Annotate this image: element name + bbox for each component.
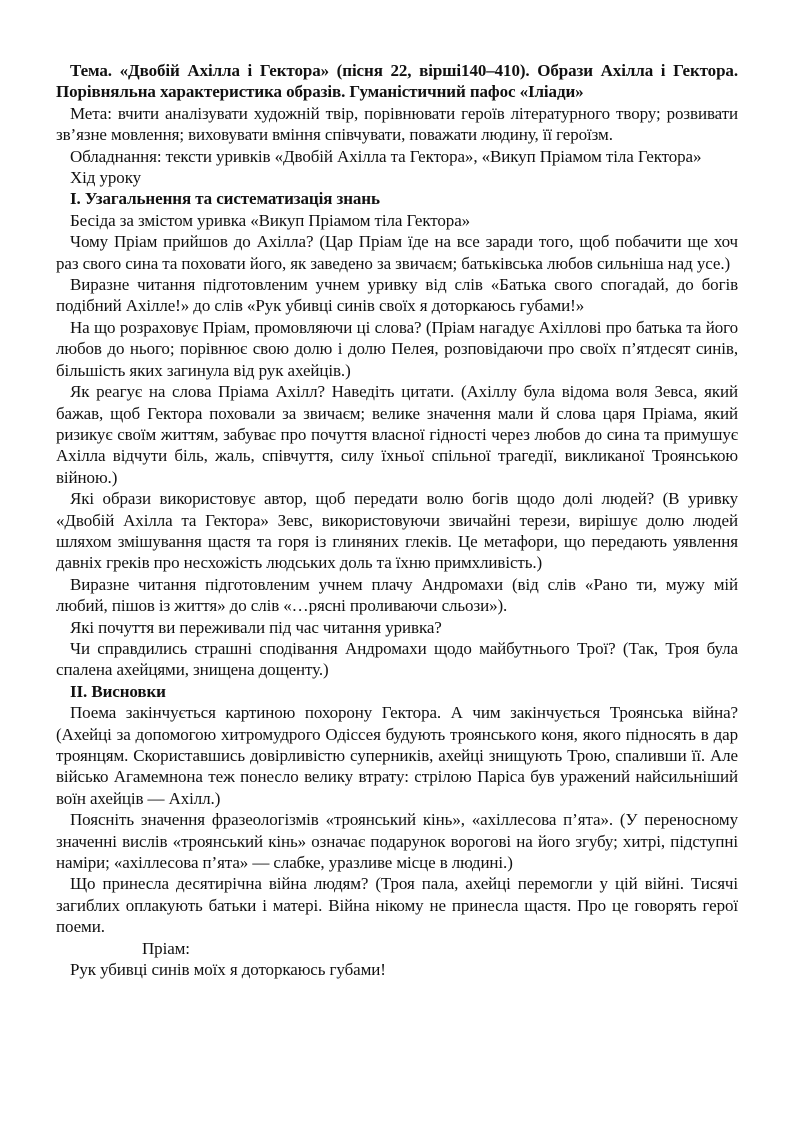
quote-line: Рук убивці синів моїх я доторкаюсь губами! bbox=[70, 960, 386, 980]
section-heading-generalization: І. Узагальнення та систематизація знань bbox=[70, 189, 380, 209]
lesson-equipment-paragraph: Обладнання: тексти уривків «Двобій Ахілла та Гектора», «Викуп Пріамом тіла Гектора» bbox=[70, 146, 702, 166]
lesson-topic-heading: Тема. «Двобій Ахілла і Гектора» (пісня 22, вірші140–410). Образи Ахілла і Гектора. Порівняльна характеристика образів. Гуманістичний пафос «Іліади» bbox=[56, 61, 738, 102]
question-paragraph: На що розраховує Пріам, промовляючи ці слова? (Пріам нагадує Ахіллові про батька та його любов до нього; порівнює свою долю і долю Пелея, розповідаючи про своїх п’ятдесят синів, більшість яких загинула від рук ахейців.) bbox=[56, 317, 738, 380]
question-paragraph: Чи справдились страшні сподівання Андромахи щодо майбутнього Трої? (Так, Троя була спалена ахейцями, знищена дощенту.) bbox=[56, 638, 738, 680]
section-heading-conclusions: ІІ. Висновки bbox=[70, 681, 166, 701]
speaker-label: Пріам: bbox=[142, 938, 190, 958]
question-paragraph: Чому Пріам прийшов до Ахілла? (Цар Пріам їде на все заради того, щоб побачити ще хоч раз свого сина та поховати його, як заведено за звичаєм; батьківська любов сильніша над усе.) bbox=[56, 232, 738, 273]
question-paragraph: Які образи використовує автор, щоб передати волю богів щодо долі людей? (В уривку «Двобій Ахілла та Гектора» Зевс, використовуючи звичайні терези, вирішує долю людей шляхом змішування щастя та горя із глиняних глеків. Це метафори, що передають уявлення давніх греків про несхожість людських доль та їхню примхливість.) bbox=[56, 489, 738, 573]
conclusion-paragraph: Поясніть значення фразеологізмів «троянський кінь», «ахіллесова п’ята». (У переносному значенні вислів «троянський кінь» означає подарунок ворогові на його згубу; хитрі, підступні наміри; «ахіллесова п’ята» — слабке, уразливе місце в людині.) bbox=[56, 810, 738, 873]
lesson-goal-paragraph: Мета: вчити аналізувати художній твір, порівнювати героїв літературного твору; розвивати зв’язне мовлення; виховувати вміння співчувати, поважати людину, її героїзм. bbox=[56, 103, 738, 145]
reading-task-paragraph: Виразне читання підготовленим учнем уривку від слів «Батька свого спогадай, до богів подібний Ахілле!» до слів «Рук убивці синів своїх я доторкаюсь губами!» bbox=[56, 275, 738, 316]
lesson-progress-label: Хід уроку bbox=[70, 168, 142, 188]
conclusion-paragraph: Поема закінчується картиною похорону Гектора. А чим закінчується Троянська війна? (Ахейці за допомогою хитромудрого Одіссея будують троянського коня, якого підносять в дар троянцям. Скориставшись довірливістю суперників, ахейці знищують Трою, спаливши її. Але військо Агамемнона теж понесло велику втрату: стрілою Паріса був уражений найсильніший воїн ахейців — Ахілл.) bbox=[56, 703, 738, 808]
document-page bbox=[56, 60, 738, 980]
conclusion-paragraph: Що принесла десятирічна війна людям? (Троя пала, ахейці перемогли у цій війні. Тисячі загиблих оплакують батьки і матері. Війна нікому не принесла щастя. Про це говорять герої поеми. bbox=[56, 874, 738, 937]
question-paragraph: Які почуття ви переживали під час читання уривка? bbox=[70, 617, 442, 637]
reading-task-paragraph: Виразне читання підготовленим учнем плачу Андромахи (від слів «Рано ти, мужу мій любий, пішов із життя» до слів «…рясні проливаючи сльози»). bbox=[56, 574, 738, 616]
question-paragraph: Як реагує на слова Пріама Ахілл? Наведіть цитати. (Ахіллу була відома воля Зевса, який бажав, щоб Гектора поховали за звичаєм; велике значення мали й слова царя Пріама, який ризикує своїм життям, забуває про почуття власної гідності через любов до сина та примушує Ахілла відчути біль, жаль, співчуття, силу їхньої спільної трагедії, викликаної Троянською війною.) bbox=[56, 382, 738, 487]
conversation-intro-paragraph: Бесіда за змістом уривка «Викуп Пріамом тіла Гектора» bbox=[70, 210, 471, 230]
